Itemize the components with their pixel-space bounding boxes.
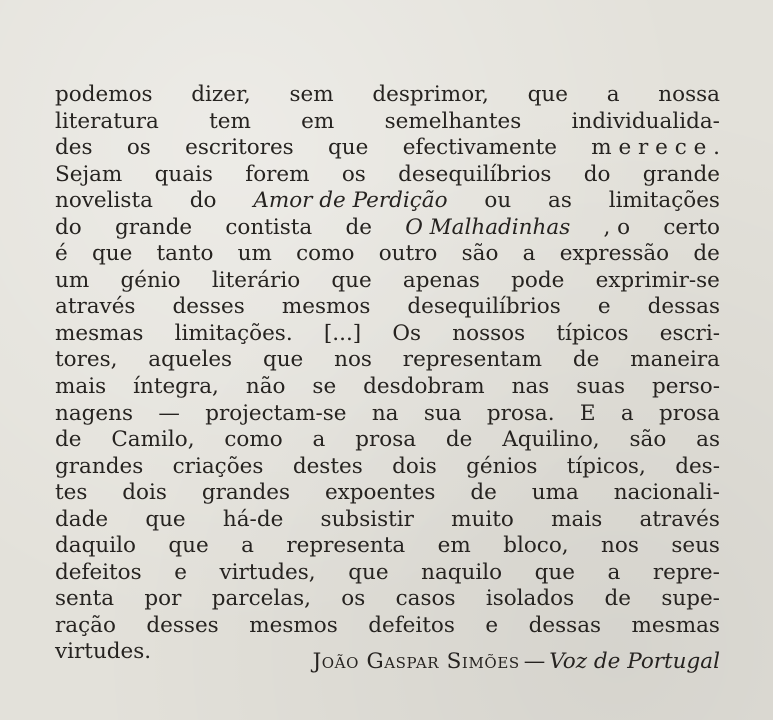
word: mesmos	[249, 612, 338, 638]
word: Sejam	[55, 161, 123, 187]
word: que	[168, 533, 209, 559]
word: quais	[154, 161, 213, 187]
word: suas	[576, 374, 626, 400]
word: limitações.	[174, 320, 293, 346]
word: não	[245, 374, 286, 400]
word: dessas	[647, 294, 720, 320]
word: génio	[120, 267, 181, 293]
word: prosa	[659, 400, 720, 426]
word: são	[461, 241, 499, 267]
attribution-separator: —	[523, 649, 546, 674]
word: em	[301, 108, 335, 134]
word: escritores	[185, 135, 294, 161]
word: outro	[378, 241, 438, 267]
word: nos	[601, 533, 639, 559]
word: seus	[671, 533, 720, 559]
word: nacionali-	[613, 480, 720, 506]
text-line	[55, 215, 720, 242]
word: mais	[55, 374, 107, 400]
word: típicos	[556, 320, 629, 346]
word: destes	[292, 453, 363, 479]
word: defeitos	[368, 612, 455, 638]
text-line	[55, 374, 720, 401]
word: que	[534, 559, 575, 585]
word: limitações	[608, 188, 720, 214]
word: em	[437, 533, 471, 559]
word: os	[126, 135, 151, 161]
word: que	[145, 506, 186, 532]
word: típicos,	[566, 453, 646, 479]
text-line	[55, 135, 720, 162]
word: nossa	[658, 82, 720, 107]
word: que	[328, 135, 369, 161]
text-line	[55, 507, 720, 534]
word: repre-	[652, 559, 720, 585]
italic-title-word: Amor de Perdição	[253, 188, 448, 214]
word: bloco,	[503, 533, 569, 559]
word: são	[629, 427, 667, 453]
word: forem	[245, 161, 310, 187]
word: nagens	[55, 400, 134, 426]
word: , o	[603, 214, 631, 240]
word: do	[189, 188, 217, 214]
word: a	[607, 559, 621, 585]
word: há-de	[222, 506, 284, 532]
word: individualida-	[571, 108, 720, 134]
word: Os	[392, 320, 422, 346]
word: um	[55, 267, 90, 293]
word: como	[224, 427, 283, 453]
author-name: João Gaspar Simões	[312, 649, 520, 674]
word: mesmas	[55, 320, 144, 346]
text-line	[55, 162, 720, 189]
word: criações	[172, 453, 264, 479]
word: isolados	[485, 586, 575, 612]
word: sua	[423, 400, 462, 426]
word: que	[91, 241, 133, 267]
word: des	[55, 135, 93, 161]
word: E	[579, 400, 596, 426]
word: desdobram	[363, 374, 485, 400]
word: que	[527, 82, 568, 107]
word: defeitos	[55, 559, 142, 585]
word: as	[696, 427, 720, 453]
word: contista	[225, 214, 313, 240]
word: como	[296, 241, 355, 267]
word: por	[144, 586, 182, 612]
word: os	[341, 586, 366, 612]
word: génios	[466, 453, 538, 479]
word: e	[597, 294, 611, 320]
word: dois	[392, 453, 437, 479]
word: des-	[675, 453, 720, 479]
word: representam	[402, 347, 543, 373]
text-line	[55, 480, 720, 507]
quoted-passage	[55, 82, 720, 666]
word: prosa	[355, 427, 417, 453]
word: na	[371, 400, 399, 426]
word: Camilo,	[111, 427, 195, 453]
word: pode	[511, 267, 565, 293]
word: certo	[663, 214, 720, 240]
word: dade	[55, 506, 109, 532]
word: casos	[395, 586, 456, 612]
text-line	[55, 188, 720, 215]
text-line	[55, 613, 720, 640]
word: tes	[55, 480, 88, 506]
word: maneira	[630, 347, 720, 373]
word: literário	[211, 267, 301, 293]
word: semelhantes	[384, 108, 522, 134]
word: a	[241, 533, 254, 559]
word: a	[312, 427, 326, 453]
word: grande	[642, 161, 720, 187]
text-line	[55, 401, 720, 428]
text-line	[55, 321, 720, 348]
text-line	[55, 427, 720, 454]
word: tores,	[55, 347, 118, 373]
italic-title-word: O Malhadinhas	[405, 214, 571, 240]
word: parcelas,	[211, 586, 311, 612]
attribution	[166, 649, 720, 674]
word: desprimor,	[372, 82, 489, 107]
word: um	[237, 241, 272, 267]
word: subsistir	[320, 506, 414, 532]
word: nas	[511, 374, 550, 400]
word: m e r e c e .	[591, 135, 720, 161]
word: que	[348, 559, 389, 585]
word: novelista	[55, 188, 153, 214]
word: Aquilino,	[502, 427, 600, 453]
word: prosa.	[486, 400, 555, 426]
text-line	[55, 82, 720, 109]
word: exprimir-se	[595, 267, 720, 293]
word: desses	[146, 612, 219, 638]
text-line	[55, 533, 720, 560]
text-line	[55, 241, 720, 268]
word: de	[470, 480, 497, 506]
text-line	[55, 109, 720, 136]
word: perso-	[651, 374, 720, 400]
text-line	[55, 268, 720, 295]
word: íntegra,	[133, 374, 219, 400]
word: tanto	[156, 241, 214, 267]
word: aqueles	[148, 347, 233, 373]
word: de	[345, 214, 372, 240]
word: nossos	[452, 320, 526, 346]
word: —	[158, 400, 180, 426]
word: literatura	[55, 108, 159, 134]
word: do	[55, 214, 82, 240]
word: grandes	[55, 453, 144, 479]
word: sem	[289, 82, 334, 107]
word: daquilo	[55, 533, 136, 559]
word: projectam-se	[205, 400, 347, 426]
word: ou	[484, 188, 512, 214]
word: mais	[551, 506, 603, 532]
word: muito	[451, 506, 514, 532]
word: podemos	[55, 82, 153, 107]
text-line	[55, 560, 720, 587]
word: tem	[209, 108, 251, 134]
text-line	[55, 586, 720, 613]
word: apenas	[402, 267, 480, 293]
word: a	[522, 241, 536, 267]
word: através	[639, 506, 720, 532]
word: de	[604, 586, 631, 612]
word: se	[312, 374, 337, 400]
word: uma	[531, 480, 579, 506]
text-line	[55, 454, 720, 481]
word: supe-	[661, 586, 720, 612]
word: virtudes,	[219, 559, 316, 585]
word: é	[55, 241, 68, 267]
word: mesmas	[631, 612, 720, 638]
word: expressão	[559, 241, 670, 267]
word: expoentes	[324, 480, 436, 506]
word: através	[55, 294, 136, 320]
word: dizer,	[191, 82, 251, 107]
word: a	[606, 82, 620, 107]
word: os	[341, 161, 366, 187]
word: grandes	[201, 480, 291, 506]
word: desequilíbrios	[398, 161, 552, 187]
text-line	[55, 347, 720, 374]
word: desses	[172, 294, 245, 320]
word: e	[174, 559, 187, 585]
word: [...]	[323, 320, 362, 346]
word: nos	[334, 347, 372, 373]
word: as	[548, 188, 572, 214]
word: desequilíbrios	[407, 294, 561, 320]
word: mesmos	[281, 294, 371, 320]
word: senta	[55, 586, 115, 612]
word: que	[331, 267, 372, 293]
word: escri-	[659, 320, 720, 346]
word: do	[583, 161, 611, 187]
word: a	[620, 400, 634, 426]
word: grande	[114, 214, 193, 240]
word: e	[485, 612, 499, 638]
word: naquilo	[421, 559, 503, 585]
word: dessas	[528, 612, 602, 638]
source-publication: Voz de Portugal	[549, 649, 720, 674]
word: de	[572, 347, 600, 373]
word: efectivamente	[402, 135, 557, 161]
word: dois	[122, 480, 167, 506]
word: que	[262, 347, 304, 373]
word: ração	[55, 612, 116, 638]
word: virtudes.	[55, 639, 152, 665]
word: de	[445, 427, 473, 453]
word: de	[55, 427, 82, 453]
word: de	[693, 241, 720, 267]
text-line	[55, 294, 720, 321]
word: representa	[286, 533, 406, 559]
